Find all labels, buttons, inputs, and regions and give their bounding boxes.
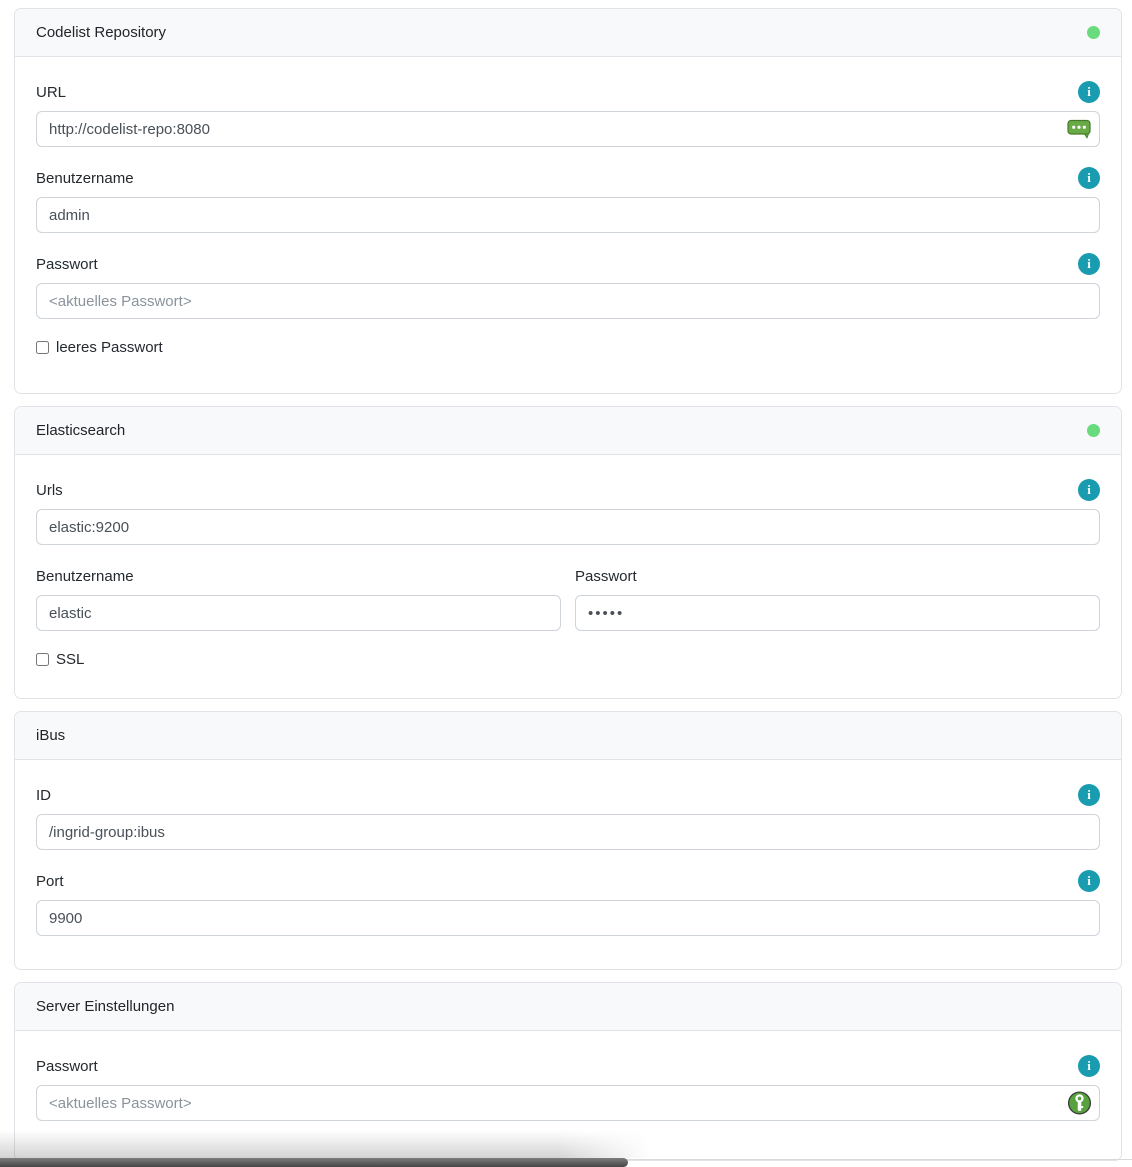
panel-header-elasticsearch	[15, 407, 1121, 455]
info-icon[interactable]: i	[1078, 1055, 1100, 1077]
panel-title: Codelist Repository	[36, 24, 167, 41]
es-username-field	[36, 565, 561, 631]
password-input[interactable]	[36, 283, 1100, 319]
panel-header-codelist	[15, 9, 1121, 57]
server-password-label: Passwort	[36, 1057, 98, 1075]
ibus-id-label: ID	[36, 786, 51, 804]
info-icon[interactable]: i	[1078, 870, 1100, 892]
status-dot-green	[1087, 424, 1100, 437]
panel-codelist-repository	[14, 8, 1122, 394]
es-password-label: Passwort	[575, 567, 637, 585]
ibus-port-input[interactable]	[36, 900, 1100, 936]
es-password-input[interactable]	[575, 595, 1100, 631]
urls-field	[36, 479, 1100, 545]
info-icon[interactable]: i	[1078, 479, 1100, 501]
server-password-input[interactable]	[36, 1085, 1100, 1121]
ibus-port-field	[36, 870, 1100, 936]
ssl-checkbox[interactable]	[36, 653, 49, 666]
info-icon[interactable]: i	[1078, 253, 1100, 275]
username-label: Benutzername	[36, 169, 134, 187]
empty-password-checkbox-row	[36, 339, 1100, 356]
username-field	[36, 167, 1100, 233]
username-input[interactable]	[36, 197, 1100, 233]
ibus-id-input[interactable]	[36, 814, 1100, 850]
status-dot-green	[1087, 26, 1100, 39]
ssl-checkbox-row	[36, 651, 1100, 668]
es-username-label: Benutzername	[36, 567, 134, 585]
url-field	[36, 81, 1100, 147]
empty-password-checkbox[interactable]	[36, 341, 49, 354]
panel-title: Server Einstellungen	[36, 998, 175, 1015]
password-label: Passwort	[36, 255, 98, 273]
password-field	[36, 253, 1100, 319]
urls-label: Urls	[36, 481, 63, 499]
panel-ibus	[14, 711, 1122, 970]
credentials-row	[36, 565, 1100, 631]
panel-header-ibus	[15, 712, 1121, 760]
ibus-port-label: Port	[36, 872, 64, 890]
url-input[interactable]	[36, 111, 1100, 147]
info-icon[interactable]: i	[1078, 81, 1100, 103]
panel-title: iBus	[36, 727, 66, 744]
empty-password-checkbox-label: leeres Passwort	[56, 339, 163, 356]
horizontal-scrollbar-thumb[interactable]	[0, 1158, 628, 1167]
ssl-checkbox-label: SSL	[56, 651, 85, 668]
ibus-id-field	[36, 784, 1100, 850]
panel-title: Elasticsearch	[36, 422, 126, 439]
es-username-input[interactable]	[36, 595, 561, 631]
es-password-field	[575, 565, 1100, 631]
server-password-field	[36, 1055, 1100, 1121]
info-icon[interactable]: i	[1078, 784, 1100, 806]
panel-elasticsearch	[14, 406, 1122, 699]
url-label: URL	[36, 83, 67, 101]
password-manager-key-icon[interactable]	[1067, 1091, 1092, 1116]
urls-input[interactable]	[36, 509, 1100, 545]
panel-server-einstellungen	[14, 982, 1122, 1161]
panel-header-server	[15, 983, 1121, 1031]
info-icon[interactable]: i	[1078, 167, 1100, 189]
chat-bubble-icon[interactable]	[1067, 120, 1092, 139]
